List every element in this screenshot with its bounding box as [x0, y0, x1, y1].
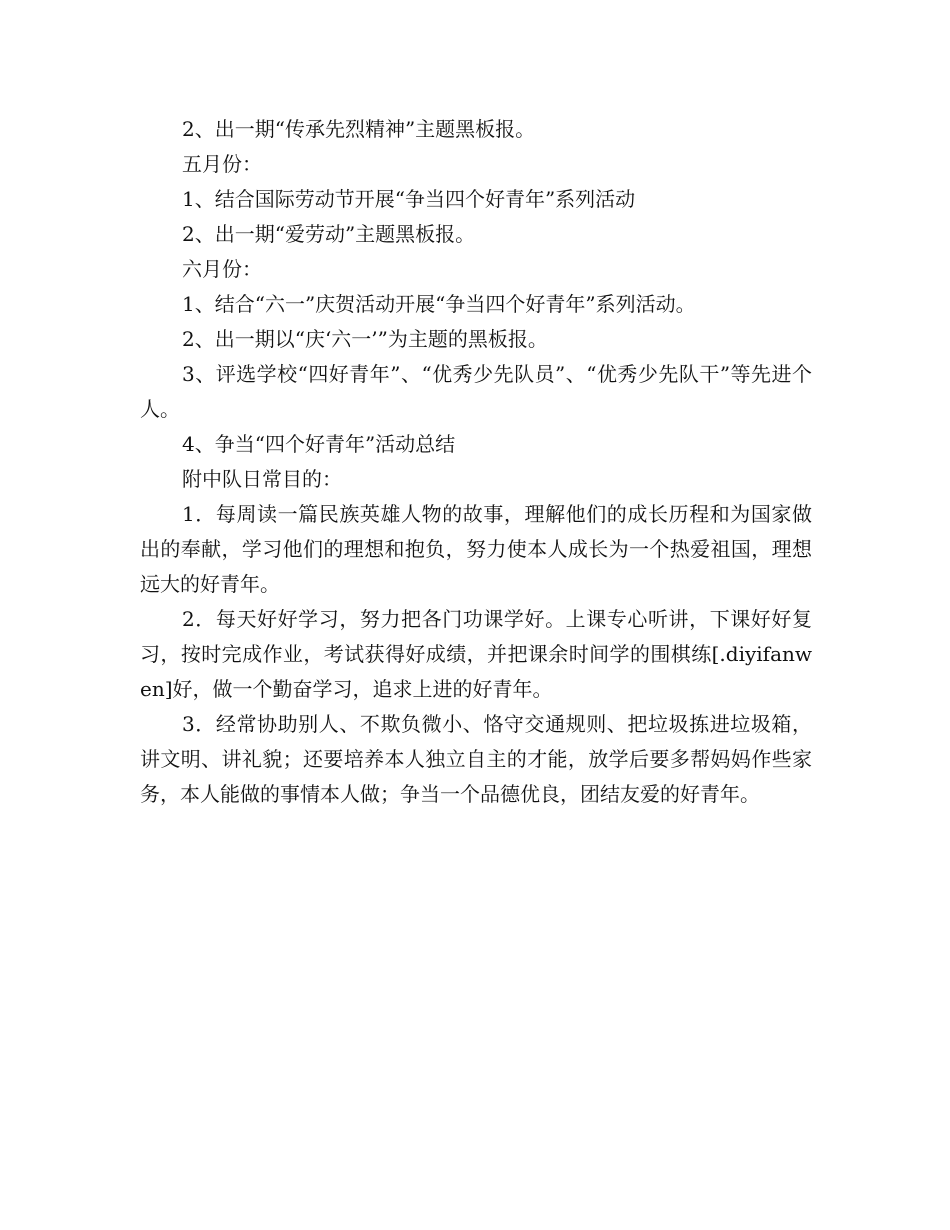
paragraph-june-item-3: 3、评选学校“四好青年”、“优秀少先队员”、“优秀少先队干”等先进个人。: [140, 362, 812, 421]
appendix-item-3: 3．经常协助别人、不欺负微小、恪守交通规则、把垃圾拣进垃圾箱，讲文明、讲礼貌；还要培养本人独立自主的才能，放学后要多帮妈妈作些家务，本人能做的事情本人做；争当一个品德优良，团结友爱的好青年。: [140, 712, 812, 806]
month-heading-june: 六月份：: [182, 257, 262, 281]
paragraph-june-item-2: 2、出一期以“庆‘六一’”为主题的黑板报。: [182, 327, 548, 351]
appendix-heading: 附中队日常目的：: [182, 467, 342, 491]
document-body: [140, 112, 812, 812]
paragraph-may-item-2-heading-prev: 2、出一期“传承先烈精神”主题黑板报。: [182, 117, 536, 141]
paragraph-may-item-2: 2、出一期“爱劳动”主题黑板报。: [182, 222, 476, 246]
paragraph-may-item-1: 1、结合国际劳动节开展“争当四个好青年”系列活动: [182, 187, 636, 211]
appendix-item-1: 1．每周读一篇民族英雄人物的故事，理解他们的成长历程和为国家做出的奉献，学习他们的理想和抱负，努力使本人成长为一个热爱祖国，理想远大的好青年。: [140, 502, 812, 596]
month-heading-may: 五月份：: [182, 152, 262, 176]
appendix-item-2: 2．每天好好学习，努力把各门功课学好。上课专心听讲，下课好好复习，按时完成作业，考试获得好成绩，并把课余时间学的围棋练[.diyifanwen]好，做一个勤奋学习，追求上进的好青年。: [140, 607, 812, 701]
paragraph-june-item-1: 1、结合“六一”庆贺活动开展“争当四个好青年”系列活动。: [182, 292, 696, 316]
paragraph-june-item-4: 4、争当“四个好青年”活动总结: [182, 432, 456, 456]
